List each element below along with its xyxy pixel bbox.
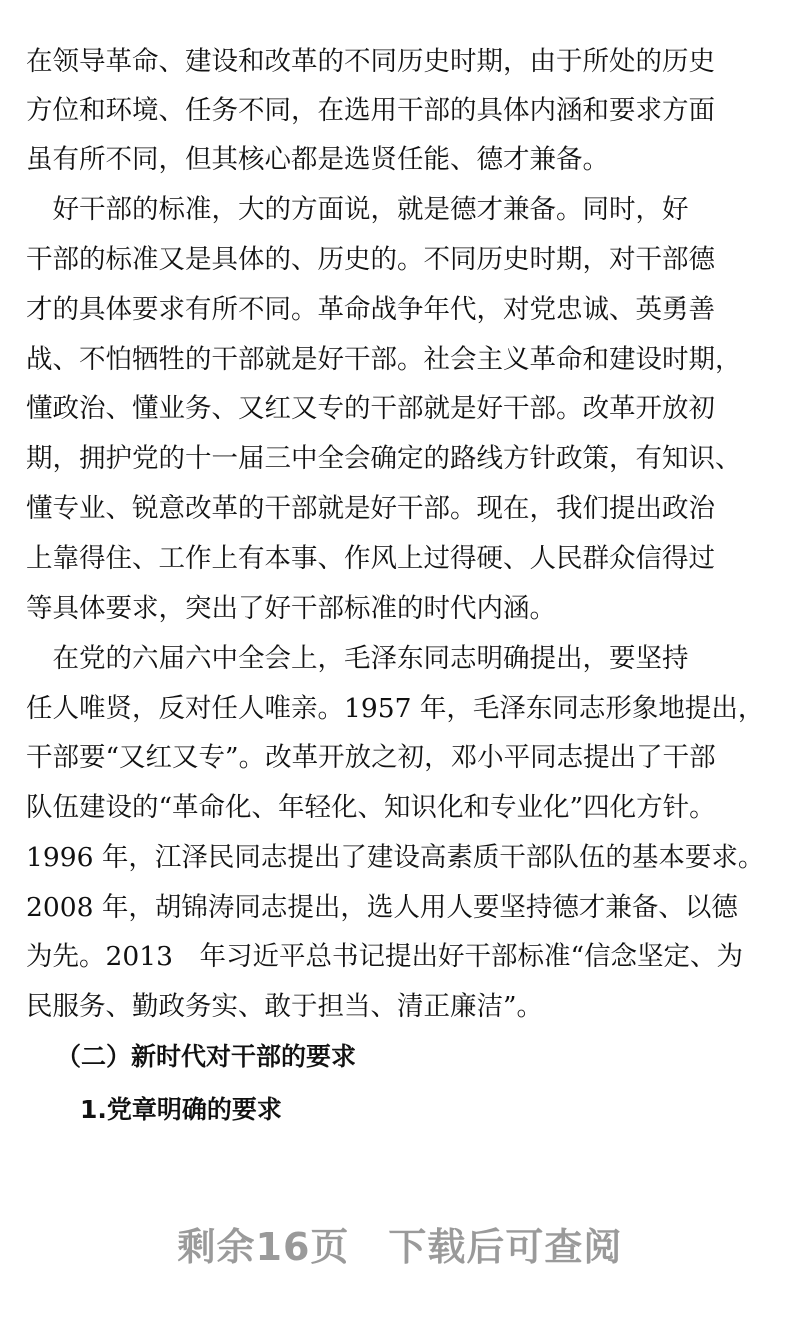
text-line: 任人唯贤，反对任人唯亲。1957 年，毛泽东同志形象地提出，	[26, 693, 765, 724]
text-line: 民服务、勤政务实、敢于担当、清正廉洁”。	[26, 991, 544, 1022]
section-heading: （二）新时代对干部的要求	[56, 1042, 357, 1071]
text-line: 上靠得住、工作上有本事、作风上过得硬、人民群众信得过	[26, 543, 715, 574]
text-line: 好干部的标准，大的方面说，就是德才兼备。同时，好	[26, 194, 689, 225]
text-line: 才的具体要求有所不同。革命战争年代，对党忠诚、英勇善	[26, 294, 715, 325]
text-line: 战、不怕牺牲的干部就是好干部。社会主义革命和建设时期，	[26, 344, 742, 375]
text-line: 干部的标准又是具体的、历史的。不同历史时期，对干部德	[26, 244, 715, 275]
text-line: 2008 年，胡锦涛同志提出，选人用人要坚持德才兼备、以德	[26, 892, 738, 923]
text-line: 虽有所不同，但其核心都是选贤任能、德才兼备。	[26, 144, 609, 175]
text-line: 等具体要求，突出了好干部标准的时代内涵。	[26, 593, 556, 624]
subsection-heading: 1.党章明确的要求	[80, 1095, 282, 1124]
text-line: 干部要“又红又专”。改革开放之初，邓小平同志提出了干部	[26, 742, 716, 773]
text-line: 方位和环境、任务不同，在选用干部的具体内涵和要求方面	[26, 95, 715, 126]
text-line: 懂专业、锐意改革的干部就是好干部。现在，我们提出政治	[26, 493, 715, 524]
text-line: 懂政治、懂业务、又红又专的干部就是好干部。改革开放初	[26, 393, 715, 424]
text-line: 期，拥护党的十一届三中全会确定的路线方针政策，有知识、	[26, 443, 742, 474]
text-line: 在领导革命、建设和改革的不同历史时期，由于所处的历史	[26, 46, 715, 77]
download-prompt-banner[interactable]: 剩余16页 下载后可查阅	[177, 1225, 623, 1269]
text-line: 为先。2013 年习近平总书记提出好干部标准“信念坚定、为	[26, 941, 743, 972]
text-line: 1996 年，江泽民同志提出了建设高素质干部队伍的基本要求。	[26, 842, 765, 873]
text-line: 队伍建设的“革命化、年轻化、知识化和专业化”四化方针。	[26, 792, 716, 823]
text-line: 在党的六届六中全会上，毛泽东同志明确提出，要坚持	[26, 643, 689, 674]
